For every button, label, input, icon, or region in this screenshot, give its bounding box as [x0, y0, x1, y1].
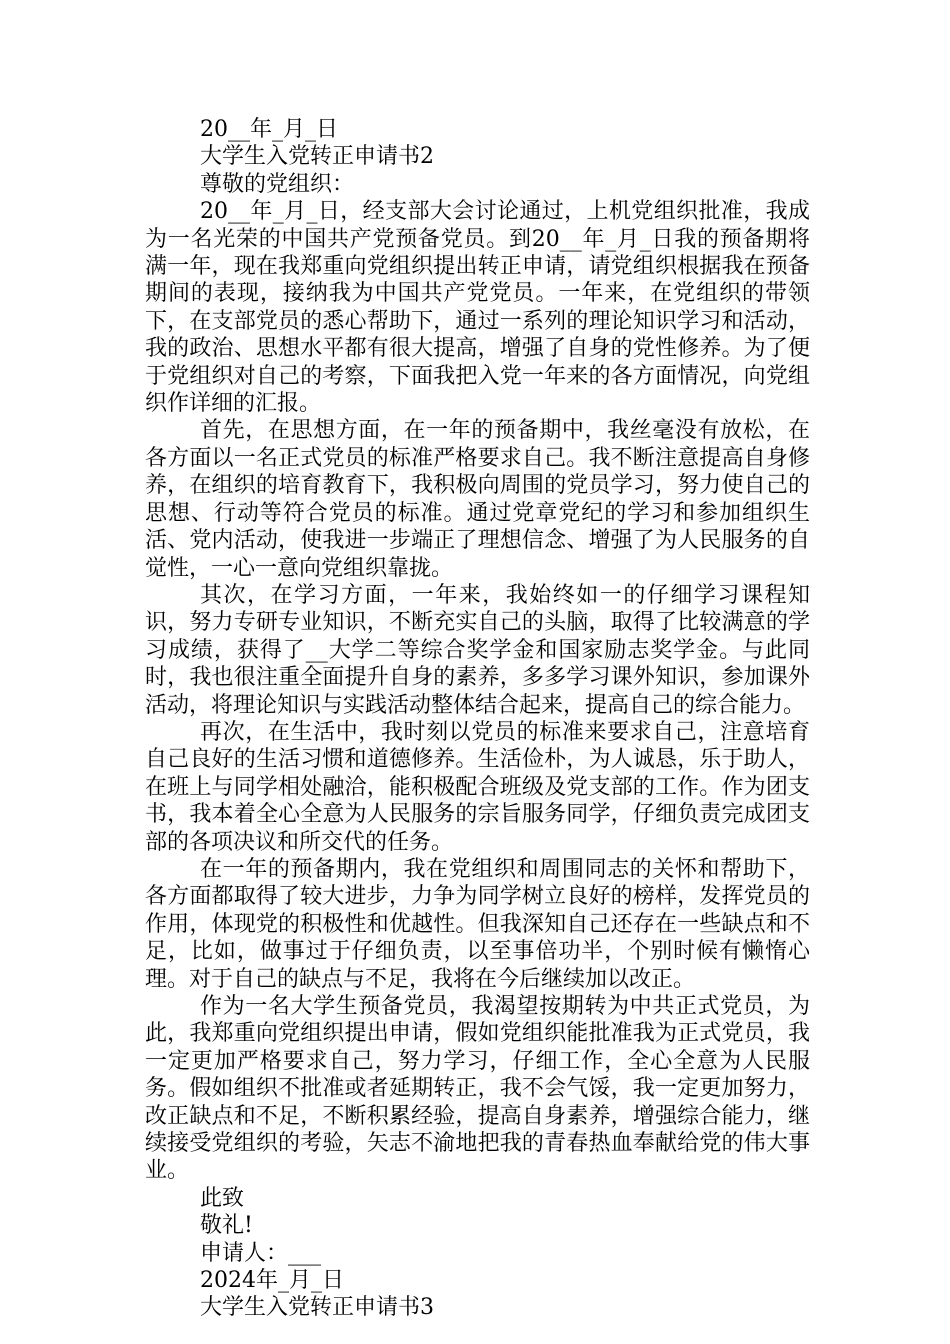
salutation: 尊敬的党组织：	[200, 171, 355, 197]
paragraph-summary: 在一年的预备期内，我在党组织和周围同志的关怀和帮助下，各方面都取得了较大进步，力争为同学树立良好的榜样，发挥党员的作用，体现党的积极性和优越性。但我深知自己还存在一些缺点和不足，比如，做事过于仔细负责，以至事倍功半，个别时候有懒惰心理。对于自己的缺点与不足，我将在今后继续加以改正。	[145, 856, 810, 992]
closing-salute: 敬礼!	[200, 1213, 253, 1239]
paragraph-request: 作为一名大学生预备党员，我渴望按期转为中共正式党员，为此，我郑重向党组织提出申请，假如党组织能批准我为正式党员，我一定更加严格要求自己，努力学习，仔细工作，全心全意为人民服务。假如组织不批准或者延期转正，我不会气馁，我一定更加努力，改正缺点和不足，不断积累经验，提高自身素养，增强综合能力，继续接受党组织的考验，矢志不渝地把我的青春热血奉献给党的伟大事业。	[145, 994, 810, 1184]
document-body	[145, 116, 810, 1322]
paragraph-life: 再次，在生活中，我时刻以党员的标准来要求自己，注意培育自己良好的生活习惯和道德修养。生活俭朴，为人诚恳，乐于助人，在班上与同学相处融洽，能积极配合班级及党支部的工作。作为团支书，我本着全心全意为人民服务的宗旨服务同学，仔细负责完成团支部的各项决议和所交代的任务。	[145, 719, 810, 855]
paragraph-study: 其次，在学习方面，一年来，我始终如一的仔细学习课程知识，努力专研专业知识，不断充实自己的头脑，取得了比较满意的学习成绩，获得了__大学二等综合奖学金和国家励志奖学金。与此同时，我也很注重全面提升自身的素养，多多学习课外知识，参加课外活动，将理论知识与实践活动整体结合起来，提高自己的综合能力。	[145, 582, 810, 718]
date-line: 20__年_月_日	[200, 117, 338, 142]
signature-date: 2024年_月_日	[200, 1268, 344, 1294]
document-heading: 大学生入党转正申请书2	[200, 144, 434, 170]
closing-greeting: 此致	[200, 1185, 245, 1211]
applicant-line: 申请人：___	[200, 1240, 322, 1266]
paragraph-thought: 首先，在思想方面，在一年的预备期中，我丝毫没有放松，在各方面以一名正式党员的标准严格要求自己。我不断注意提高自身修养，在组织的培育教育下，我积极向周围的党员学习，努力使自己的思想、行动等符合党员的标准。通过党章党纪的学习和参加组织生活、党内活动，使我进一步端正了理想信念、增强了为人民服务的自觉性，一心一意向党组织靠拢。	[145, 418, 810, 581]
paragraph-intro: 20__年_月_日，经支部大会讨论通过，上机党组织批准，我成为一名光荣的中国共产党预备党员。到20__年_月_日我的预备期将满一年，现在我郑重向党组织提出转正申请，请党组织根据我在预备期间的表现，接纳我为中国共产党党员。一年来，在党组织的带领下，在支部党员的悉心帮助下，通过一系列的理论知识学习和活动，我的政治、思想水平都有很大提高，增强了自身的党性修养。为了便于党组织对自己的考察，下面我把入党一年来的各方面情况，向党组织作详细的汇报。	[145, 199, 810, 417]
next-document-heading: 大学生入党转正申请书3	[200, 1295, 434, 1321]
